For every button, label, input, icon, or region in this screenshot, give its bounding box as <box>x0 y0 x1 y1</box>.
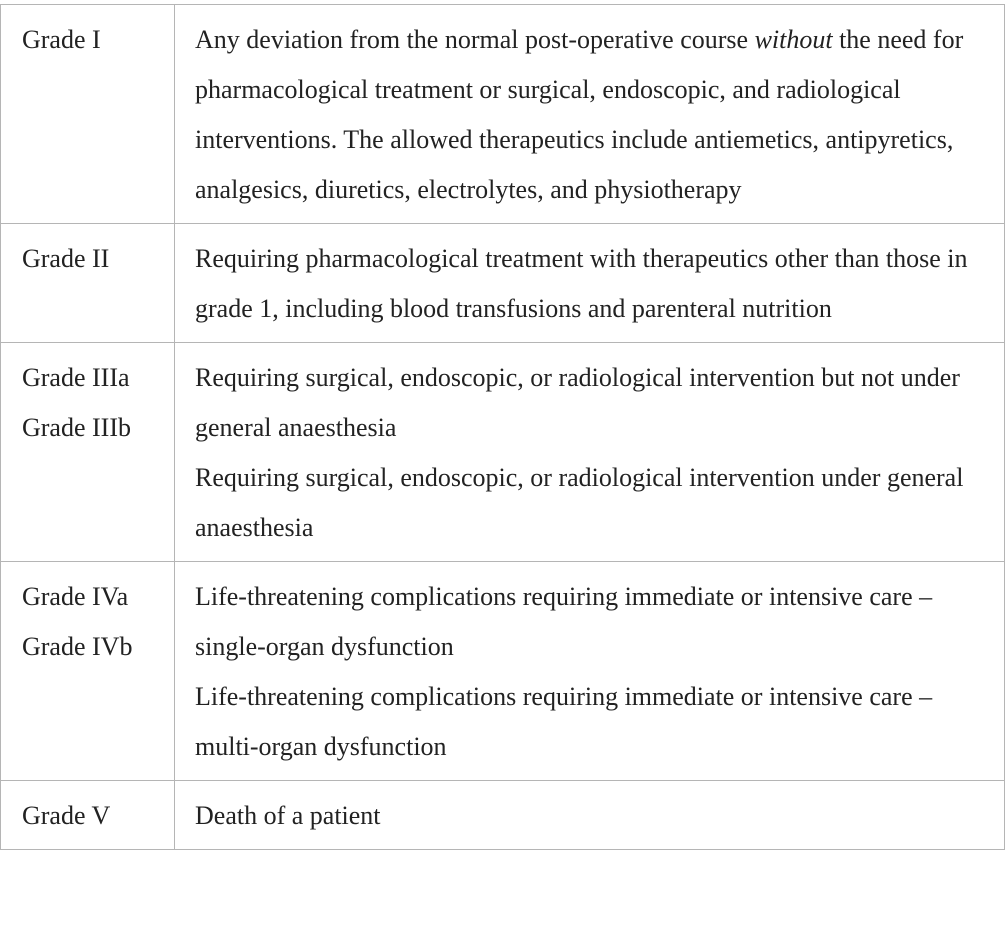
grade-cell <box>1 562 175 781</box>
table-row-grade-4 <box>1 562 1005 781</box>
description-text: Life-threatening complications requiring immediate or intensive care – single-organ dysfunction <box>195 582 933 661</box>
grade-label: Grade IVb <box>22 632 133 661</box>
description-text <box>195 15 984 215</box>
grade-label: Grade V <box>22 801 111 830</box>
description-cell <box>175 781 1005 850</box>
grade-label: Grade IIIb <box>22 413 131 442</box>
description-cell <box>175 343 1005 562</box>
complication-grade-table-container <box>0 4 1004 850</box>
description-emphasis: without <box>754 25 833 54</box>
table-row-grade-5 <box>1 781 1005 850</box>
grade-cell <box>1 5 175 224</box>
description-text: Requiring surgical, endoscopic, or radiological intervention but not under general anaesthesia <box>195 363 960 442</box>
table-row-grade-1 <box>1 5 1005 224</box>
description-text: Requiring surgical, endoscopic, or radiological intervention under general anaesthesia <box>195 463 964 542</box>
grade-cell <box>1 343 175 562</box>
grade-cell <box>1 224 175 343</box>
description-text: Death of a patient <box>195 801 381 830</box>
grade-label: Grade IVa <box>22 582 129 611</box>
description-text: Requiring pharmacological treatment with therapeutics other than those in grade 1, including blood transfusions and parenteral nutrition <box>195 244 968 323</box>
table-row-grade-3 <box>1 343 1005 562</box>
description-cell <box>175 562 1005 781</box>
description-text-after: the need for pharmacological treatment or surgical, endoscopic, and radiological interventions. The allowed therapeutics include antiemetics, antipyretics, analgesics, diuretics, electrolytes, and physiotherapy <box>195 25 964 204</box>
grade-label: Grade IIIa <box>22 363 130 392</box>
grade-label: Grade II <box>22 244 110 273</box>
grade-cell <box>1 781 175 850</box>
description-text: Life-threatening complications requiring immediate or intensive care – multi-organ dysfunction <box>195 682 933 761</box>
description-text-before: Any deviation from the normal post-operative course <box>195 25 755 54</box>
grade-label: Grade I <box>22 25 101 54</box>
complication-grade-table <box>0 4 1005 850</box>
description-cell <box>175 224 1005 343</box>
table-row-grade-2 <box>1 224 1005 343</box>
description-cell <box>175 5 1005 224</box>
